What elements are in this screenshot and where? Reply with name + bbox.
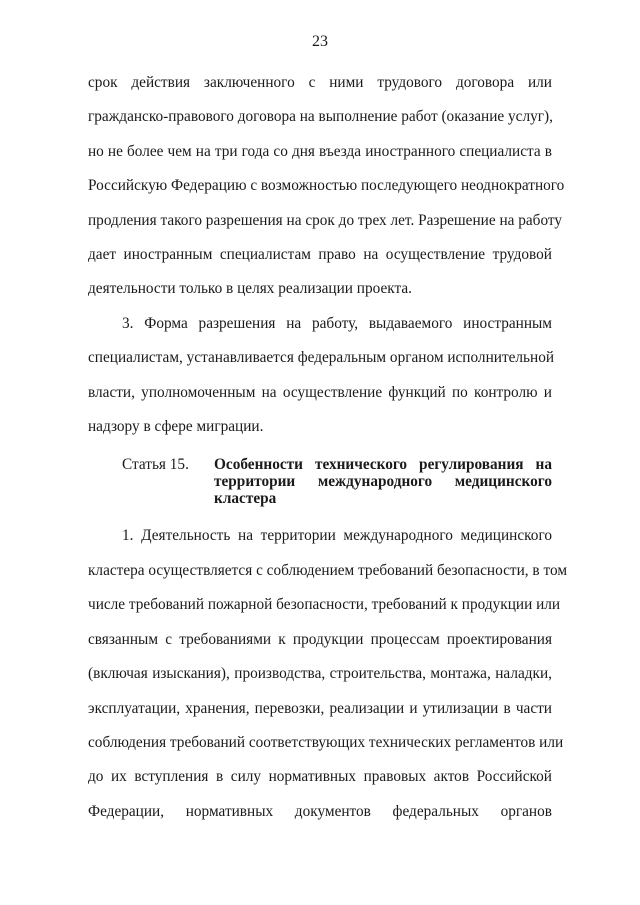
paragraph-1-line: продления такого разрешения на срок до трех лет. Разрешение на работу [88,211,563,229]
paragraph-1-line: срок действия заключенного с ними трудового договора или [88,74,552,91]
article-title-line: территории международного медицинского [214,473,552,491]
paragraph-1-line: Российскую Федерацию с возможностью последующего неоднократного [88,177,565,195]
paragraph-2 [88,307,555,445]
paragraph-2-line: власти, уполномоченным на осуществление функций по контролю и [88,383,552,401]
paragraph-1 [88,66,565,307]
article-title-line: Особенности технического регулирования на [214,456,552,474]
paragraph-3-line: числе требований пожарной безопасности, требований к продукции или [88,596,561,614]
paragraph-2-line: специалистам, устанавливается федеральным органом исполнительной [88,349,555,367]
paragraph-3-line: 1. Деятельность на территории международного медицинского [122,527,552,545]
paragraph-3-line: эксплуатации, хранения, перевозки, реализации и утилизации в части [88,699,552,717]
page-number: 23 [312,33,328,50]
paragraph-1-line: но не более чем на три года со дня въезда иностранного специалиста в [88,142,552,160]
article-title [214,456,552,507]
paragraph-3-line: Федерации, нормативных документов федеральных органов [88,802,552,820]
paragraph-1-line: гражданско-правового договора на выполнение работ (оказание услуг), [88,108,553,126]
paragraph-3-line: (включая изыскания), производства, строительства, монтажа, наладки, [88,665,552,683]
paragraph-3-line: до их вступления в силу нормативных правовых актов Российской [88,768,552,786]
paragraph-1-line: деятельности только в целях реализации проекта. [88,280,412,298]
paragraph-3-line: связанным с требованиями к продукции процессам проектирования [88,630,552,648]
document-body [88,66,567,829]
article-title-line: кластера [214,490,277,508]
article-number: Статья 15. [122,456,189,474]
paragraph-3 [88,519,567,829]
article-heading [88,456,552,507]
paragraph-1-line: дает иностранным специалистам право на осуществление трудовой [88,246,552,264]
paragraph-2-line: надзору в сфере миграции. [88,418,264,436]
paragraph-3-line: кластера осуществляется с соблюдением требований безопасности, в том [88,561,567,579]
paragraph-2-line: 3. Форма разрешения на работу, выдаваемого иностранным [122,314,552,332]
paragraph-3-line: соблюдения требований соответствующих технических регламентов или [88,733,564,751]
